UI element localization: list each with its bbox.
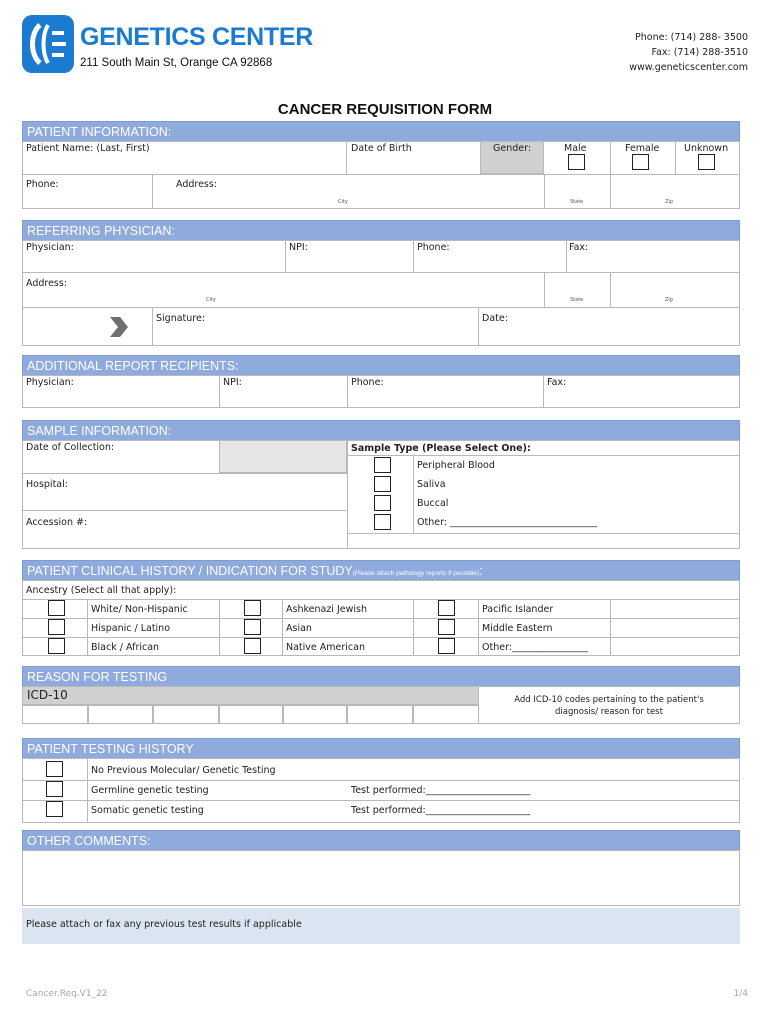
referring-zip-label: Zip [665, 297, 673, 303]
chevron-right-icon [106, 315, 130, 339]
ancestry-pacific-islander: Pacific Islander [482, 604, 554, 615]
genetics-center-logo-icon [22, 15, 74, 73]
referring-city-label: City [206, 297, 216, 303]
referring-physician-label: Physician: [26, 242, 74, 253]
collection-date-cell[interactable] [219, 440, 347, 473]
page-number: 1/4 [733, 989, 748, 999]
fax-text: Fax: (714) 288-3510 [651, 47, 748, 58]
icd10-note-line2: diagnosis/ reason for test [555, 707, 663, 717]
ancestry-asian: Asian [286, 623, 312, 634]
header [0, 0, 770, 100]
sample-type-title: Sample Type (Please Select One): [351, 443, 531, 454]
referring-address-label: Address: [26, 278, 68, 289]
section-testing-history: PATIENT TESTING HISTORY [22, 738, 740, 759]
signature-date-label: Date: [482, 313, 508, 324]
sample-type-buccal-checkbox[interactable] [374, 495, 391, 511]
hospital-label: Hospital: [26, 479, 68, 490]
sample-type-peripheral-checkbox[interactable] [374, 457, 391, 473]
sample-type-peripheral: Peripheral Blood [417, 460, 495, 471]
ancestry-ashkenazi-checkbox[interactable] [244, 600, 261, 616]
sample-type-other: Other: _______________________________ [417, 517, 598, 528]
clinical-history-note: (Please attach pathology reports if possible) [352, 570, 480, 577]
icd10-code-2[interactable] [88, 705, 153, 724]
section-reason-testing: REASON FOR TESTING [22, 666, 740, 687]
comments-textarea[interactable] [22, 850, 740, 906]
ancestry-hispanic-checkbox[interactable] [48, 619, 65, 635]
patient-city-label: City [338, 199, 348, 205]
somatic-test-performed: Test performed:______________________ [351, 805, 531, 816]
attach-note: Please attach or fax any previous test results if applicable [26, 919, 302, 930]
patient-phone-label: Phone: [26, 179, 59, 190]
history-no-previous: No Previous Molecular/ Genetic Testing [91, 765, 276, 776]
referring-npi-label: NPI: [289, 242, 308, 253]
org-address: 211 South Main St, Orange CA 92868 [80, 57, 273, 69]
ancestry-native-american-checkbox[interactable] [244, 638, 261, 654]
history-germline-checkbox[interactable] [46, 781, 63, 797]
gender-label: Gender: [493, 143, 532, 154]
history-somatic: Somatic genetic testing [91, 805, 204, 816]
ancestry-asian-checkbox[interactable] [244, 619, 261, 635]
ancestry-ashkenazi: Ashkenazi Jewish [286, 604, 367, 615]
ancestry-other-checkbox[interactable] [438, 638, 455, 654]
patient-name-label: Patient Name: (Last, First) [26, 143, 150, 154]
phone-text: Phone: (714) 288- 3500 [635, 32, 748, 43]
sample-type-buccal: Buccal [417, 498, 449, 509]
icd10-code-3[interactable] [153, 705, 219, 724]
section-clinical-history [22, 560, 740, 581]
sample-type-saliva: Saliva [417, 479, 446, 490]
patient-state-label: State [570, 199, 584, 205]
ancestry-hispanic: Hispanic / Latino [91, 623, 171, 634]
ancestry-other: Other:________________ [482, 642, 589, 653]
section-additional-recipients: ADDITIONAL REPORT RECIPIENTS: [22, 355, 740, 376]
website-link[interactable]: www.geneticscenter.com [629, 62, 748, 73]
ancestry-white-checkbox[interactable] [48, 600, 65, 616]
gender-female-checkbox[interactable] [632, 154, 649, 170]
gender-unknown-checkbox[interactable] [698, 154, 715, 170]
icd10-code-7[interactable] [413, 705, 479, 724]
history-no-previous-checkbox[interactable] [46, 761, 63, 777]
dob-label: Date of Birth [351, 143, 412, 154]
germline-test-performed: Test performed:______________________ [351, 785, 531, 796]
ancestry-pacific-islander-checkbox[interactable] [438, 600, 455, 616]
additional-physician-label: Physician: [26, 377, 74, 388]
patient-address-label: Address: [176, 179, 218, 190]
patient-zip-label: Zip [665, 199, 673, 205]
history-germline: Germline genetic testing [91, 785, 209, 796]
additional-phone-label: Phone: [351, 377, 384, 388]
referring-state-label: State [570, 297, 584, 303]
ancestry-middle-eastern-checkbox[interactable] [438, 619, 455, 635]
gender-unknown-label: Unknown [684, 143, 729, 154]
gender-female-label: Female [625, 143, 660, 154]
section-referring-physician: REFERRING PHYSICIAN: [22, 220, 740, 241]
icd10-header: ICD-10 [22, 686, 479, 705]
additional-fax-label: Fax: [547, 377, 567, 388]
ancestry-black: Black / African [91, 642, 160, 653]
section-other-comments: OTHER COMMENTS: [22, 830, 740, 851]
ancestry-label: Ancestry (Select all that apply): [26, 585, 177, 596]
referring-phone-label: Phone: [417, 242, 450, 253]
form-title: CANCER REQUISITION FORM [277, 101, 493, 118]
sample-type-saliva-checkbox[interactable] [374, 476, 391, 492]
clinical-history-title: PATIENT CLINICAL HISTORY / INDICATION FOR STUDY [27, 564, 353, 578]
gender-male-checkbox[interactable] [568, 154, 585, 170]
org-name: GENETICS CENTER [80, 23, 314, 51]
ancestry-native-american: Native American [286, 642, 365, 653]
icd10-code-1[interactable] [22, 705, 88, 724]
sample-type-other-checkbox[interactable] [374, 514, 391, 530]
gender-male-label: Male [564, 143, 587, 154]
section-sample-info: SAMPLE INFORMATION: [22, 420, 740, 441]
history-somatic-checkbox[interactable] [46, 801, 63, 817]
ancestry-black-checkbox[interactable] [48, 638, 65, 654]
section-patient-info: PATIENT INFORMATION: [22, 121, 740, 142]
clinical-history-colon: : [479, 564, 483, 578]
ancestry-middle-eastern: Middle Eastern [482, 623, 553, 634]
collection-date-label: Date of Collection: [26, 442, 115, 453]
accession-label: Accession #: [26, 517, 88, 528]
icd10-code-5[interactable] [283, 705, 347, 724]
signature-label: Signature: [156, 313, 206, 324]
icd10-code-6[interactable] [347, 705, 413, 724]
icd10-note-line1: Add ICD-10 codes pertaining to the patient's [514, 695, 704, 705]
icd10-note [480, 694, 738, 718]
form-version: Cancer.Req.V1_22 [26, 989, 108, 999]
additional-npi-label: NPI: [223, 377, 242, 388]
icd10-code-4[interactable] [219, 705, 283, 724]
referring-fax-label: Fax: [569, 242, 589, 253]
contact-info [629, 30, 748, 75]
ancestry-white: White/ Non-Hispanic [91, 604, 188, 615]
